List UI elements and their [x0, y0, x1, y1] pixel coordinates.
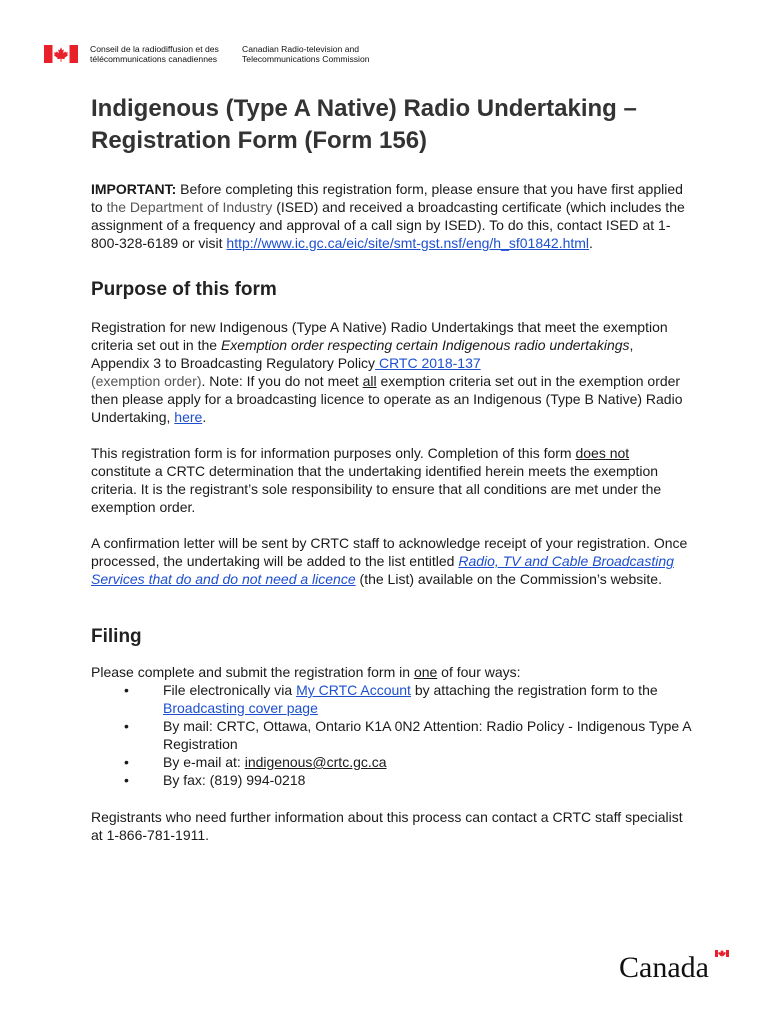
my-crtc-account-link[interactable]: My CRTC Account: [296, 682, 411, 698]
one-emphasis: one: [413, 664, 438, 680]
important-text1: Before completing this registration form, please ensure that you have first applied to: [91, 181, 683, 215]
filing-heading: Filing: [91, 626, 142, 647]
government-header: [44, 44, 402, 66]
list-item: [91, 717, 691, 753]
list-item: [91, 681, 691, 717]
org-fr-line1: Conseil de la radiodiffusion et des: [90, 44, 219, 54]
org-name-french: [90, 44, 230, 64]
important-text2: (ISED) and received a broadcasting certificate (which includes the assignment of a frequency and approval of a call sign by ISED). To do this, contact ISED at 1-800-328-6189 or visit: [91, 199, 685, 251]
does-not-emphasis: does not: [575, 445, 630, 461]
bullet-icon: •: [124, 682, 129, 698]
org-name-english: [242, 44, 402, 64]
page-title: [91, 93, 691, 157]
purpose-p3-t2: (the List) available on the Commission’s website.: [355, 571, 662, 587]
purpose-p2-t1: This registration form is for information purposes only. Completion of this form: [91, 445, 576, 461]
bullet-icon: •: [124, 718, 129, 734]
filing-intro-t1: Please complete and submit the registration form in: [91, 664, 414, 680]
item2-text: By mail: CRTC, Ottawa, Ontario K1A 0N2 Attention: Radio Policy - Indigenous Type A Registration: [163, 718, 691, 752]
list-item: [91, 771, 691, 789]
org-fr-line2: télécommunications canadiennes: [90, 54, 218, 64]
filing-methods-list: [91, 681, 691, 789]
item3-text: By e-mail at:: [163, 754, 245, 770]
wordmark-flag-icon: [715, 950, 729, 958]
important-notice: [91, 180, 691, 252]
purpose-p2-t2: constitute a CRTC determination that the undertaking identified herein meets the exemption criteria. It is the registrant’s sole responsibility to ensure that all conditions are met under the exemption order.: [91, 463, 662, 515]
item4-text: By fax: (819) 994-0218: [163, 772, 306, 788]
purpose-p1-t5: .: [202, 409, 207, 425]
bullet-icon: •: [124, 772, 129, 788]
list-item: [91, 753, 691, 771]
filing-intro: [91, 663, 691, 681]
here-link[interactable]: here: [174, 409, 203, 425]
all-emphasis: all: [362, 373, 377, 389]
exemption-order-title: Exemption order respecting certain Indigenous radio undertakings: [220, 337, 630, 353]
bullet-icon: •: [124, 754, 129, 770]
ised-name: the Department of Industry: [106, 199, 273, 215]
purpose-paragraph-1: [91, 318, 691, 426]
purpose-heading: Purpose of this form: [91, 279, 277, 300]
purpose-p3-t1: A confirmation letter will be sent by CRTC staff to acknowledge receipt of your registration. Once processed, the undertaking will be added to the list entitled: [91, 535, 688, 569]
org-en-line2: Telecommunications Commission: [242, 54, 370, 64]
purpose-paragraph-2: [91, 444, 691, 516]
title-line1: Indigenous (Type A Native) Radio Undertaking –: [91, 95, 637, 122]
contact-paragraph: Registrants who need further information about this process can contact a CRTC staff specialist at 1-866-781-1911.: [91, 809, 683, 843]
canada-flag-icon: [44, 45, 78, 63]
document-body: [91, 93, 691, 844]
important-end: .: [589, 235, 593, 251]
org-en-line1: Canadian Radio-television and: [242, 44, 360, 54]
item1-text2: by attaching the registration form to the: [410, 682, 658, 698]
purpose-paragraph-3: [91, 534, 691, 588]
purpose-p1-t4: exemption criteria set out in the exemption order then please apply for a broadcasting licence to operate as an Indigenous (Type B Native) Radio Undertaking,: [91, 373, 683, 425]
ised-link[interactable]: http://www.ic.gc.ca/eic/site/smt-gst.nsf/eng/h_sf01842.html: [226, 235, 590, 251]
wordmark-text: Canada: [619, 951, 709, 980]
services-list-link[interactable]: Radio, TV and Cable Broadcasting Services that do and do not need a licence: [91, 553, 674, 587]
purpose-p1-t3: . Note: If you do not meet: [201, 373, 363, 389]
title-line2: Registration Form (Form 156): [91, 127, 428, 154]
policy-link[interactable]: CRTC 2018-137: [375, 355, 481, 371]
purpose-p1-t1: Registration for new Indigenous (Type A Native) Radio Undertakings that meet the exemption criteria set out in the: [91, 319, 668, 353]
important-label: IMPORTANT:: [91, 181, 177, 197]
filing-intro-t2: of four ways:: [437, 664, 521, 680]
exemption-order-note: (exemption order): [91, 373, 202, 389]
broadcasting-cover-page-link[interactable]: Broadcasting cover page: [163, 700, 318, 716]
purpose-p1-t2: , Appendix 3 to Broadcasting Regulatory Policy: [91, 337, 634, 371]
email-link[interactable]: indigenous@crtc.gc.ca: [244, 754, 387, 770]
canada-wordmark-logo: [619, 948, 729, 980]
item1-text1: File electronically via: [163, 682, 297, 698]
